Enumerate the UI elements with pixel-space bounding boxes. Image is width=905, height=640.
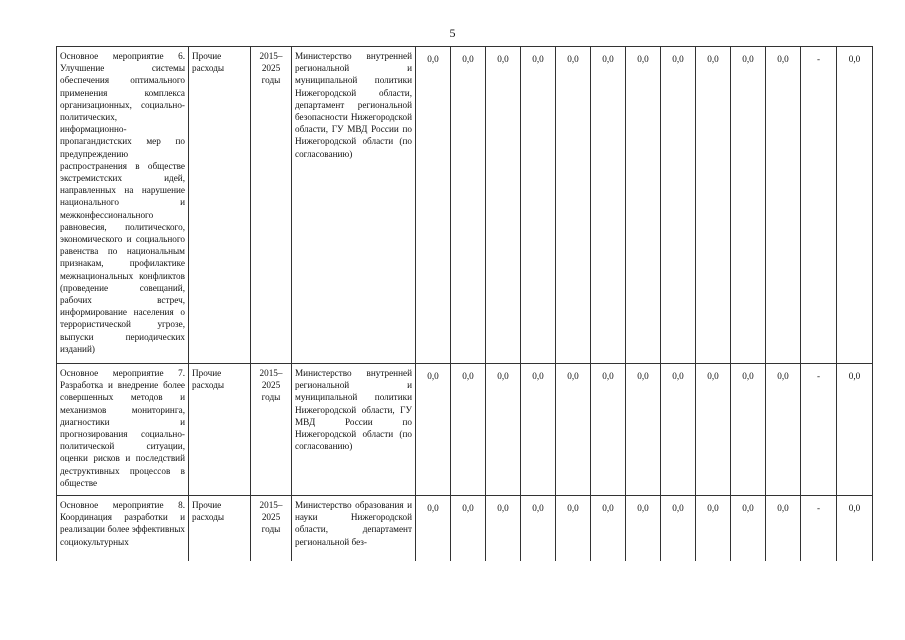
value-cell: 0,0 bbox=[486, 47, 521, 364]
value-cell: - bbox=[801, 364, 837, 496]
value-cell: 0,0 bbox=[661, 496, 696, 561]
activity-cell: Основное мероприятие 7. Разработка и внедрение более совершенных методов и механизмов мониторинга, диагностики и прогнозирования социально-политической ситуации, оценки рисков и последствий деструктивных процессов в обществе bbox=[57, 364, 189, 496]
value-cell: 0,0 bbox=[696, 364, 731, 496]
value-cell: 0,0 bbox=[521, 364, 556, 496]
activity-cell: Основное мероприятие 6. Улучшение системы обеспечения оптимального применения комплекса организационных, социально-политических, информационно-пропагандистских мер по предупреждению распространения в обществе экстремистских идей, направленных на нарушение национального и межконфессионального равновесия, политического, экономического и социального равенства по национальным признакам, профилактике межнациональных конфликтов (проведение совещаний, рабочих встреч, информирование населения о террористической угрозе, выпуски периодических изданий) bbox=[57, 47, 189, 364]
value-cell: 0,0 bbox=[521, 496, 556, 561]
value-cell: 0,0 bbox=[661, 47, 696, 364]
executor-cell: Министерство образования и науки Нижегородской области, департамент региональной без- bbox=[292, 496, 416, 561]
value-cell: 0,0 bbox=[626, 47, 661, 364]
value-cell: 0,0 bbox=[626, 496, 661, 561]
value-cell: 0,0 bbox=[416, 47, 451, 364]
value-cell: 0,0 bbox=[591, 496, 626, 561]
value-cell: 0,0 bbox=[661, 364, 696, 496]
value-cell: 0,0 bbox=[696, 496, 731, 561]
value-cell: 0,0 bbox=[556, 47, 591, 364]
value-cell: 0,0 bbox=[451, 364, 486, 496]
value-cell: 0,0 bbox=[837, 496, 873, 561]
table-row bbox=[57, 364, 873, 496]
value-cell: 0,0 bbox=[837, 47, 873, 364]
table-row bbox=[57, 47, 873, 364]
executor-cell: Министерство внутренней региональной и муниципальной политики Нижегородской области, департамент региональной безопасности Нижегородской области, ГУ МВД России по Нижегородской области (по согласованию) bbox=[292, 47, 416, 364]
value-cell: 0,0 bbox=[416, 364, 451, 496]
value-cell: 0,0 bbox=[591, 47, 626, 364]
period-cell: 2015–2025 годы bbox=[251, 47, 292, 364]
value-cell: 0,0 bbox=[556, 496, 591, 561]
value-cell: 0,0 bbox=[731, 496, 766, 561]
page-number: 5 bbox=[449, 26, 456, 40]
executor-cell: Министерство внутренней региональной и муниципальной политики Нижегородской области, ГУ МВД России по Нижегородской области (по согласованию) bbox=[292, 364, 416, 496]
activity-cell: Основное мероприятие 8. Координация разработки и реализации более эффективных социокультурных bbox=[57, 496, 189, 561]
program-activities-table bbox=[56, 46, 873, 561]
category-cell: Прочие расходы bbox=[189, 364, 251, 496]
value-cell: 0,0 bbox=[556, 364, 591, 496]
value-cell: 0,0 bbox=[766, 47, 801, 364]
period-cell: 2015–2025 годы bbox=[251, 496, 292, 561]
value-cell: 0,0 bbox=[451, 47, 486, 364]
value-cell: 0,0 bbox=[696, 47, 731, 364]
period-cell: 2015–2025 годы bbox=[251, 364, 292, 496]
table-row bbox=[57, 496, 873, 561]
value-cell: 0,0 bbox=[521, 47, 556, 364]
value-cell: 0,0 bbox=[731, 364, 766, 496]
value-cell: 0,0 bbox=[731, 47, 766, 364]
value-cell: 0,0 bbox=[766, 364, 801, 496]
category-cell: Прочие расходы bbox=[189, 47, 251, 364]
value-cell: - bbox=[801, 47, 837, 364]
value-cell: 0,0 bbox=[416, 496, 451, 561]
value-cell: 0,0 bbox=[626, 364, 661, 496]
value-cell: 0,0 bbox=[486, 496, 521, 561]
value-cell: 0,0 bbox=[451, 496, 486, 561]
value-cell: 0,0 bbox=[766, 496, 801, 561]
value-cell: 0,0 bbox=[837, 364, 873, 496]
value-cell: 0,0 bbox=[486, 364, 521, 496]
value-cell: 0,0 bbox=[591, 364, 626, 496]
value-cell: - bbox=[801, 496, 837, 561]
category-cell: Прочие расходы bbox=[189, 496, 251, 561]
